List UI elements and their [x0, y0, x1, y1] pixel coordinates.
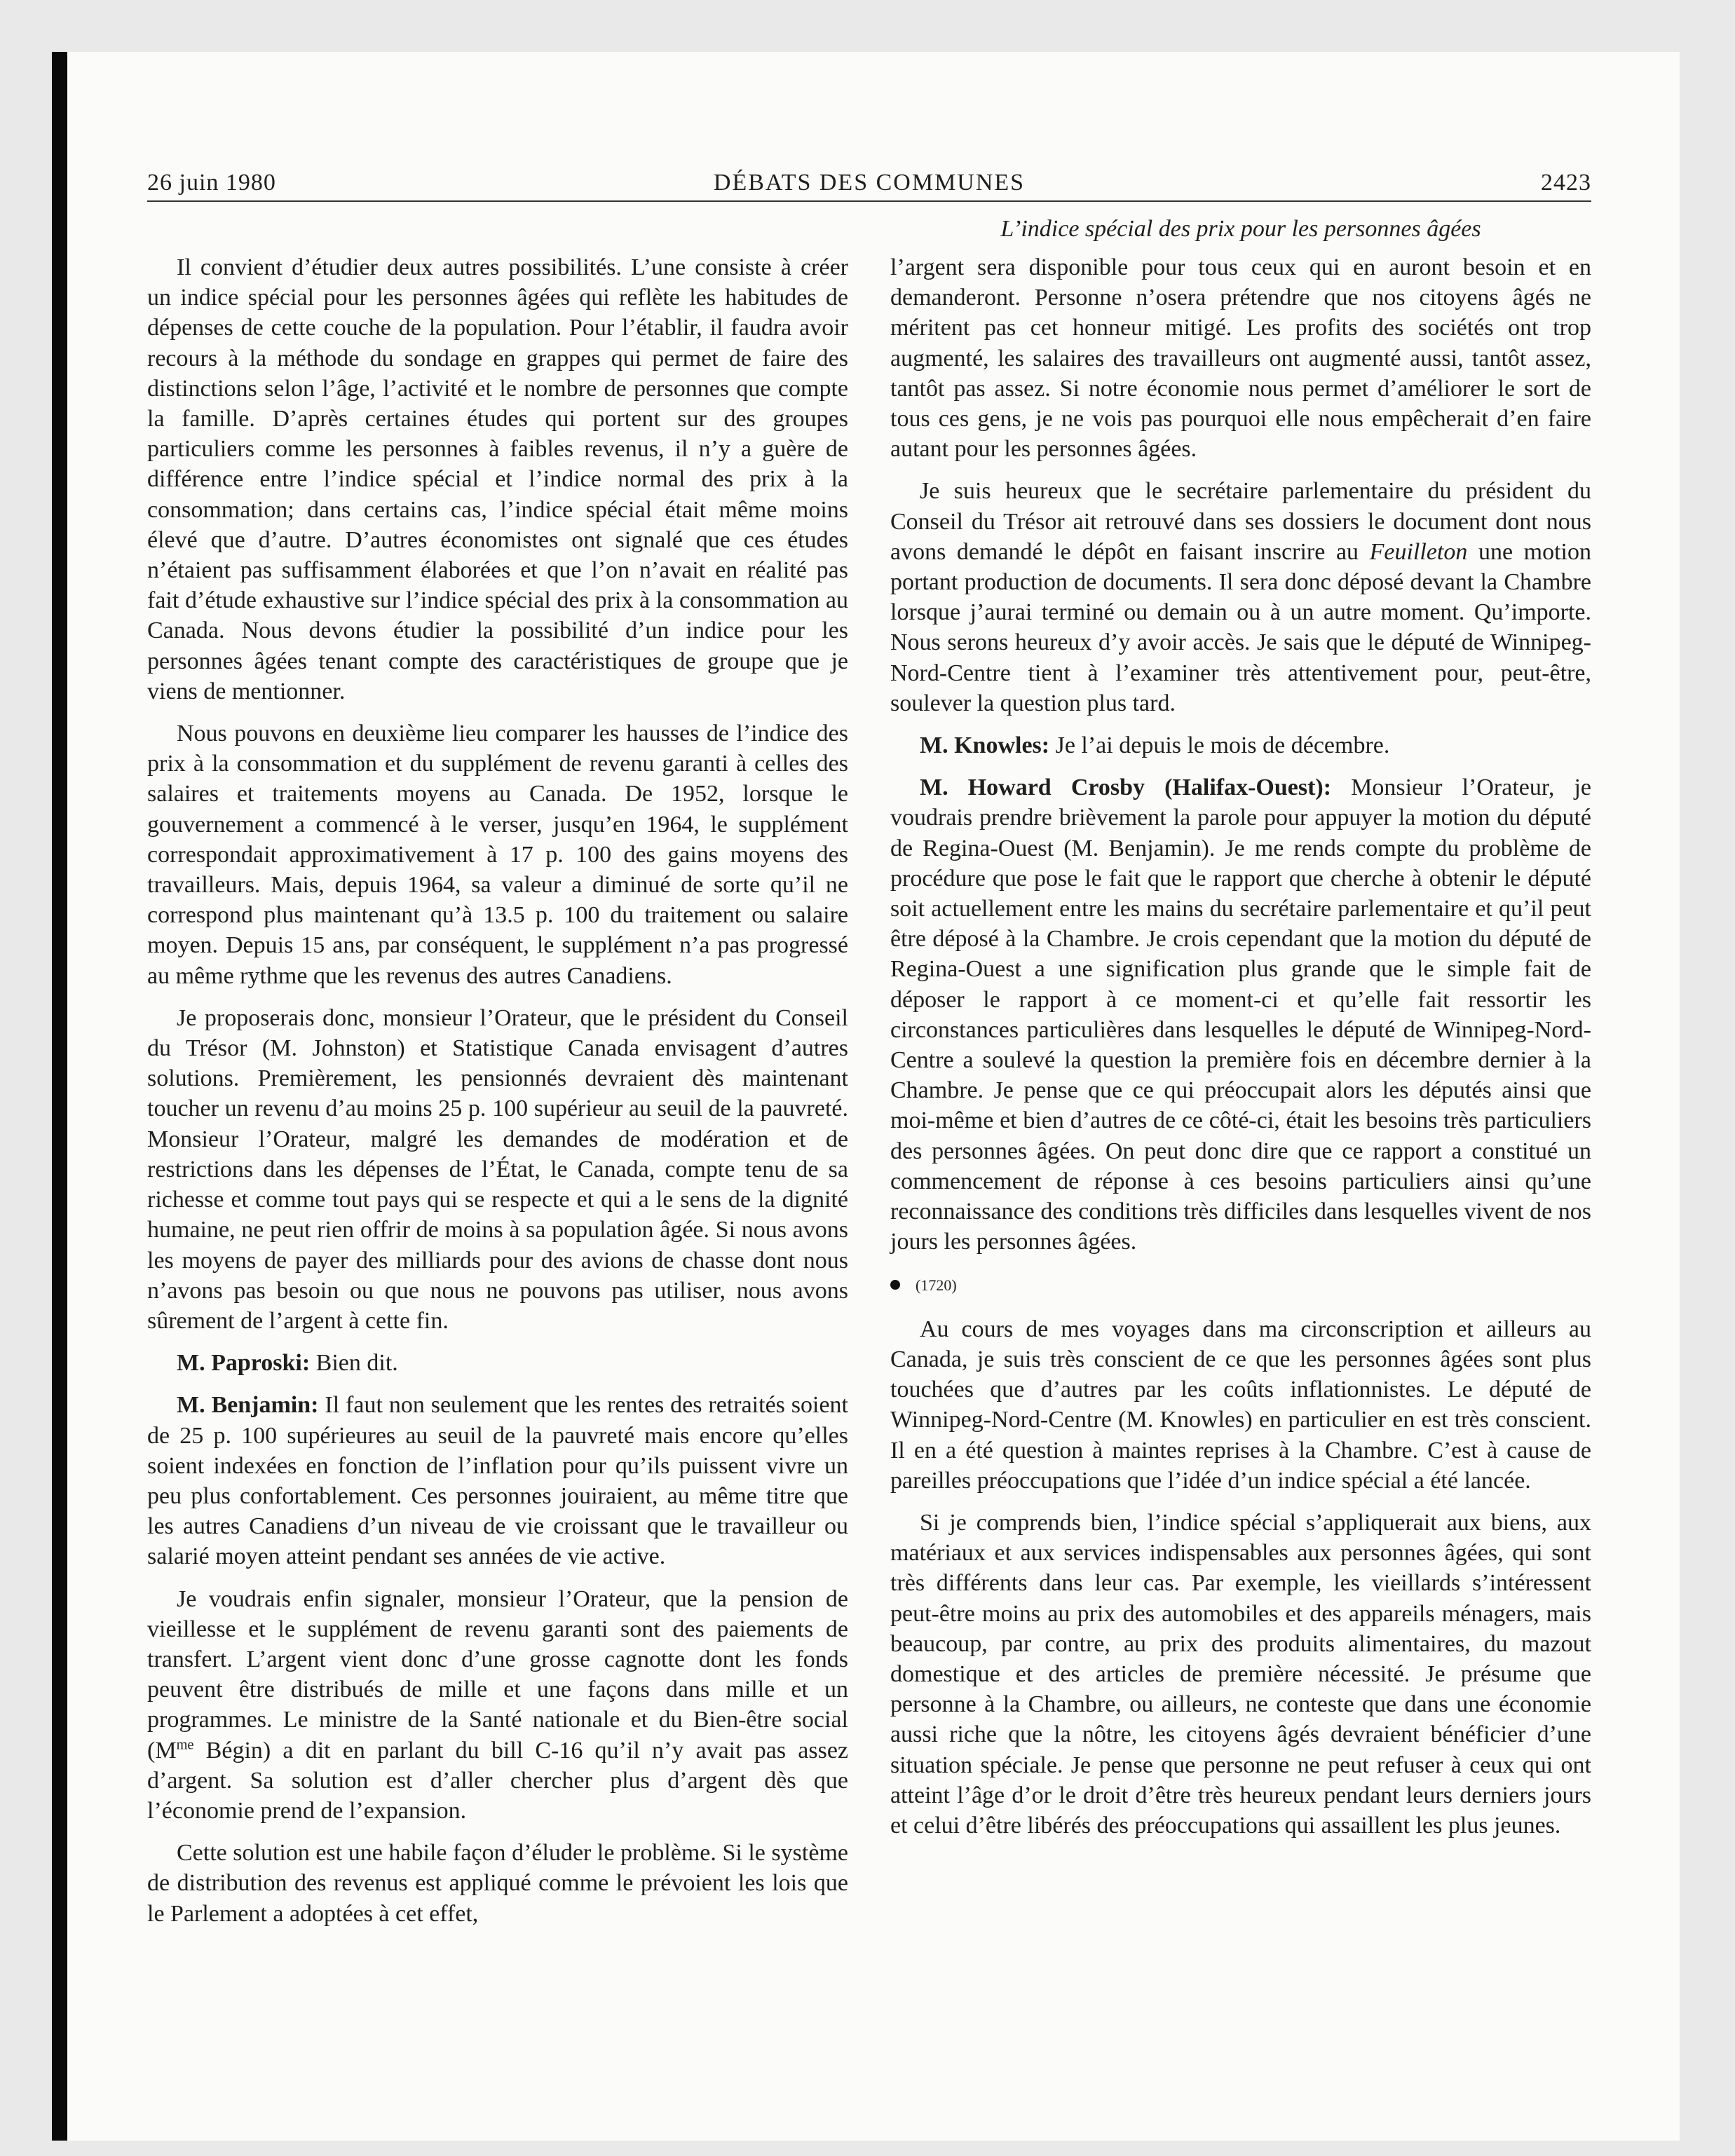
paragraph — [890, 476, 1591, 718]
superscript: me — [176, 1737, 194, 1753]
running-header — [147, 160, 1591, 202]
paragraph-text: une motion portant production de documents. Il sera donc déposé devant la Chambre lorsque j’aurai terminé ou demain ou à un autre moment. Qu’importe. Nous serons heureux d’y avoir accès. Je sais que le député de Winnipeg-Nord-Centre tient à l’examiner très attentivement pour, peut-être, soulever la question plus tard. — [890, 538, 1591, 716]
time-marker — [890, 1270, 1591, 1300]
paragraph: Nous pouvons en deuxième lieu comparer les hausses de l’indice des prix à la consommation et du supplément de revenu garanti à celles des salaires et traitements moyens au Canada. De 1952, lorsque le gouvernement a commencé à le verser, jusqu’en 1964, le supplément correspondait approximativement à 17 p. 100 des gains moyens des travailleurs. Mais, depuis 1964, sa valeur a diminué de sorte qu’il ne correspond plus maintenant qu’à 13.5 p. 100 du traitement ou salaire moyen. Depuis 15 ans, par conséquent, le supplément n’a pas progressé au même rythme que les revenus des autres Canadiens. — [147, 721, 848, 989]
header-date: 26 juin 1980 — [147, 170, 276, 196]
section-subheading: L’indice spécial des prix pour les personnes âgées — [1000, 216, 1481, 242]
speaker-name: M. Paproski: — [177, 1350, 311, 1377]
paragraph-text: Je voudrais enfin signaler, monsieur l’Orateur, que la pension de vieillesse et le supplément de revenu garanti sont des paiements de transfert. L’argent vient donc d’une grosse cagnotte dont les fonds peuvent être distribués de mille et une façons dans mille et un programmes. Le ministre de la Santé nationale et du Bien-être social (M — [147, 1585, 848, 1763]
paragraph-text: Bégin) a dit en parlant du bill C-16 qu’il n’y avait pas assez d’argent. Sa solution est d’aller chercher plus d’argent dès que l’économie prend de l’expansion. — [147, 1737, 848, 1824]
right-column — [890, 252, 1591, 1853]
paragraph: Je proposerais donc, monsieur l’Orateur, que le président du Conseil du Trésor (M. Johnston) et Statistique Canada envisagent d’autres solutions. Premièrement, les pensionnés devraient dès maintenant toucher un revenu d’au moins 25 p. 100 supérieur au seuil de la pauvreté. Monsieur l’Orateur, malgré les demandes de modération et de restrictions dans les dépenses de l’État, le Canada, compte tenu de sa richesse et comme tout pays qui se respecte et qui a le sens de la dignité humaine, ne peut rien offrir de moins à sa population âgée. Si nous avons les moyens de payer des milliards pour des avions de chasse dont nous n’avons pas besoin ou que nous ne pouvons pas utiliser, nous avons sûrement de l’argent à cette fin. — [147, 1004, 848, 1334]
speech-text: Monsieur l’Orateur, je voudrais prendre brièvement la parole pour appuyer la motion du député de Regina-Ouest (M. Benjamin). Je me rends compte du problème de procédure que pose le fait que le rapport que cherche à obtenir le député soit actuellement entre les mains du secrétaire parlementaire et qu’il peut être déposé à la Chambre. Je crois cependant que la motion du député de Regina-Ouest a une signification plus grande que le simple fait de déposer le rapport à ce moment-ci et qu’elle fait ressortir les circonstances particulières dans lesquelles le député de Winnipeg-Nord-Centre a soulevé la question la première fois en décembre dernier à la Chambre. Je pense que ce qui préoccupait alors les députés ainsi que moi-même et bien d’autres de ce côté-ci, était les besoins très particuliers des personnes âgées. On peut donc dire que ce rapport a constitué un commencement de réponse à ces besoins particuliers ainsi qu’une reconnaissance des conditions très difficiles dans lesquelles vivent de nos jours les personnes âgées. — [890, 775, 1591, 1255]
paragraph: Si je comprends bien, l’indice spécial s’appliquerait aux biens, aux matériaux et aux services indispensables aux personnes âgées, qui sont très différents dans leur cas. Par exemple, les vieillards s’intéressent peut-être moins au prix des automobiles et des appareils ménagers, mais beaucoup, par contre, au prix des produits alimentaires, du mazout domestique et des articles de première nécessité. Je présume que personne à la Chambre, ou ailleurs, ne conteste que dans une économie aussi riche que la nôtre, les citoyens âgés devraient bénéficier d’une situation spéciale. Je pense que personne ne peut refuser à ceux qui ont atteint l’âge d’or le droit d’être très heureux pendant leurs derniers jours et celui d’être libérés des préoccupations qui assaillent les plus jeunes. — [890, 1509, 1591, 1838]
paragraph: l’argent sera disponible pour tous ceux qui en auront besoin et en demanderont. Personne n’osera prétendre que nos citoyens âgés ne méritent pas cet honneur mitigé. Les profits des sociétés ont trop augmenté, les salaires des travailleurs ont augmenté aussi, tantôt assez, tantôt pas assez. Si notre économie nous permet d’améliorer le sort de tous ces gens, je ne vois pas pourquoi elle nous empêcherait d’en faire autant pour les personnes âgées. — [890, 254, 1591, 463]
paragraph — [147, 1584, 848, 1827]
speaker-name: M. Benjamin: — [177, 1392, 319, 1419]
bullet-dot-icon — [890, 1280, 900, 1290]
paragraph-text: Je suis heureux que le secrétaire parlementaire du président du Conseil du Trésor ait retrouvé dans ses dossiers le document dont nous avons demandé le dépôt en faisant inscrire au — [890, 478, 1591, 565]
italic-term: Feuilleton — [1369, 538, 1468, 565]
speech-text: Il faut non seulement que les rentes des retraités soient de 25 p. 100 supérieures au seuil de la pauvreté mais encore qu’elles soient indexées en fonction de l’inflation pour qu’ils puissent vivre un peu plus confortablement. Ces personnes jouiraient, au même titre que les autres Canadiens d’un niveau de vie croissant que le travailleur ou salarié moyen atteint pendant ses années de vie active. — [147, 1392, 848, 1570]
left-column — [147, 252, 848, 1941]
time-marker-text: (1720) — [916, 1276, 957, 1294]
speaker-name: M. Knowles: — [920, 732, 1050, 759]
speech-paproski — [147, 1348, 848, 1378]
paragraph: Il convient d’étudier deux autres possibilités. L’une consiste à créer un indice spécial pour les personnes âgées qui reflète les habitudes de dépenses de cette couche de la population. Pour l’établir, il faudra avoir recours à la méthode du sondage en grappes qui permet de faire des distinctions selon l’âge, l’activité et le nombre de personnes que compte la famille. D’après certaines études qui portent sur des groupes particuliers comme les personnes à faibles revenus, il n’y a guère de différence entre l’indice spécial et l’indice normal des prix à la consommation; dans certains cas, l’indice spécial était même moins élevé que d’autre. D’autres économistes ont signalé que ces études n’étaient pas suffisamment élaborées et que l’on n’avait en réalité pas fait d’étude exhaustive sur l’indice spécial des prix à la consommation au Canada. Nous devons étudier la possibilité d’un indice pour les personnes âgées tenant compte des caractéristiques de groupe que je viens de mentionner. — [147, 254, 848, 704]
speech-text: Je l’ai depuis le mois de décembre. — [1049, 732, 1390, 759]
speech-text: Bien dit. — [310, 1350, 398, 1377]
paragraph: Au cours de mes voyages dans ma circonscription et ailleurs au Canada, je suis très conscient de ce que les personnes âgées sont plus touchées que d’autres par les coûts inflationnistes. Le député de Winnipeg-Nord-Centre (M. Knowles) en particulier en est très conscient. Il en a été question à maintes reprises à la Chambre. C’est à cause de pareilles préoccupations que l’idée d’un indice spécial a été lancée. — [890, 1316, 1591, 1494]
speech-crosby — [890, 772, 1591, 1257]
header-page-number: 2423 — [1541, 170, 1591, 196]
speaker-name: M. Howard Crosby (Halifax-Ouest): — [920, 775, 1332, 801]
scan-edge-bar — [52, 52, 67, 2141]
header-title: DÉBATS DES COMMUNES — [713, 170, 1026, 196]
speech-benjamin — [147, 1390, 848, 1571]
paragraph: Cette solution est une habile façon d’éluder le problème. Si le système de distribution des revenus est appliqué comme le prévoient les lois que le Parlement a adoptées à cet effet, — [147, 1840, 848, 1927]
speech-knowles — [890, 730, 1591, 760]
